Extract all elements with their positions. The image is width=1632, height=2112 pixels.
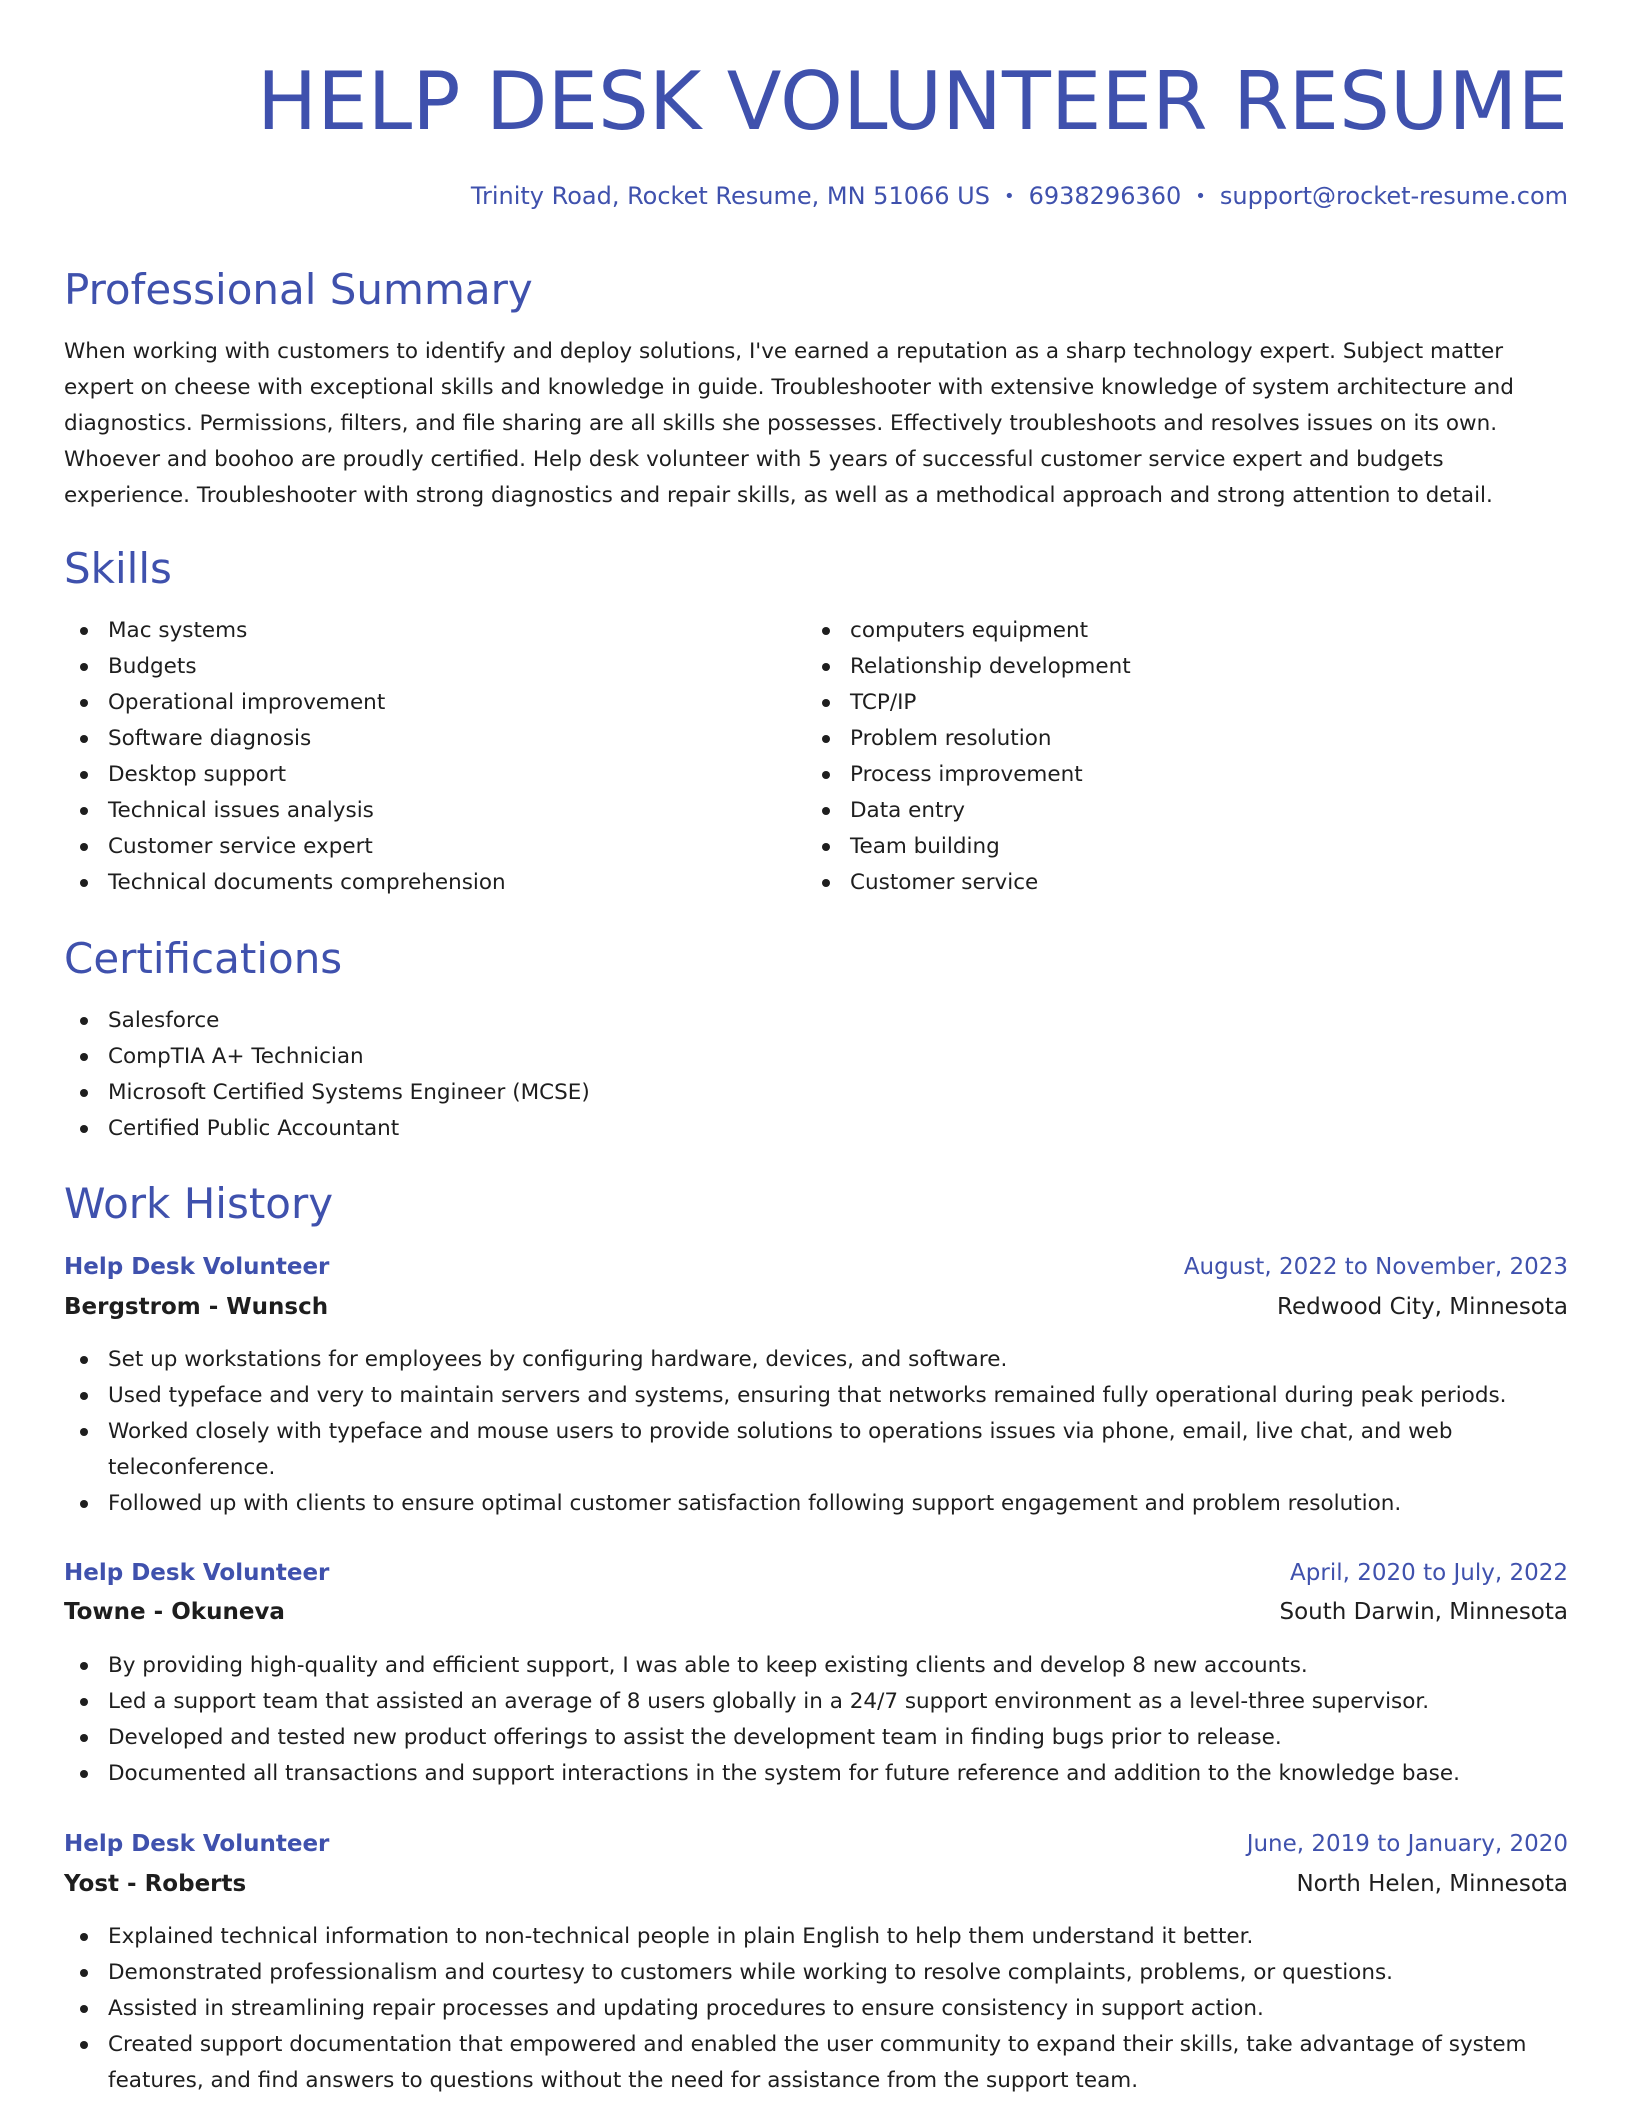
bullet-dot	[80, 1698, 88, 1706]
job-bullet	[64, 1342, 1568, 1378]
job-bullet	[64, 1414, 1488, 1486]
bullet-dot	[80, 1053, 88, 1061]
bullet-dot	[822, 771, 830, 779]
job-bullet-text: Documented all transactions and support interactions in the system for future reference and addition to the knowledge base.	[108, 1761, 1460, 1786]
skill-item	[806, 757, 1546, 793]
skill-label: Data entry	[850, 798, 966, 823]
job-bullet	[64, 2027, 1578, 2099]
bullet-dot	[822, 699, 830, 707]
skill-item	[64, 721, 804, 757]
separator-dot: •	[1003, 186, 1015, 207]
bullet-dot	[80, 771, 88, 779]
skills-list-left	[64, 613, 804, 901]
bullet-dot	[80, 2041, 88, 2049]
certification-label: CompTIA A+ Technician	[108, 1044, 364, 1069]
job-header-row	[64, 1556, 1568, 1590]
summary-heading: Professional Summary	[64, 265, 533, 314]
skill-label: Customer service	[850, 870, 1039, 895]
job-title: Help Desk Volunteer	[64, 1560, 330, 1586]
contact-line	[471, 180, 1568, 213]
certification-item	[64, 1039, 1568, 1075]
job-bullet	[64, 1378, 1568, 1414]
job-bullet-text: Worked closely with typeface and mouse users to provide solutions to operations issues via phone, email, live chat, and web teleconference.	[108, 1419, 1453, 1480]
bullet-dot	[80, 1125, 88, 1133]
job-title: Help Desk Volunteer	[64, 1831, 330, 1857]
job-location: South Darwin, Minnesota	[1279, 1599, 1568, 1625]
skill-item	[64, 649, 804, 685]
job-bullet-text: Created support documentation that empowered and enabled the user community to expand their skills, take advantage of system features, and find answers to questions without the need for assistance from the support team.	[108, 2032, 1527, 2093]
job-bullet	[64, 1486, 1568, 1522]
job-dates: June, 2019 to January, 2020	[1246, 1831, 1568, 1857]
bullet-dot	[822, 627, 830, 635]
job-bullet-text: By providing high-quality and efficient support, I was able to keep existing clients and develop 8 new accounts.	[108, 1653, 1308, 1678]
job-bullet	[64, 1955, 1568, 1991]
skill-label: computers equipment	[850, 618, 1089, 643]
certification-label: Certified Public Accountant	[108, 1116, 400, 1141]
bullet-dot	[80, 1356, 88, 1364]
bullet-dot	[80, 1662, 88, 1670]
certification-label: Microsoft Certified Systems Engineer (MCSE)	[108, 1080, 590, 1105]
bullet-dot	[80, 843, 88, 851]
job-bullet	[64, 1684, 1568, 1720]
job-bullets	[64, 1919, 1568, 2099]
bullet-dot	[80, 1500, 88, 1508]
certification-item	[64, 1003, 1568, 1039]
skill-item	[64, 685, 804, 721]
skill-item	[64, 865, 804, 901]
skill-label: Customer service expert	[108, 834, 373, 859]
skill-label: Process improvement	[850, 762, 1083, 787]
bullet-dot	[80, 2005, 88, 2013]
bullet-dot	[80, 699, 88, 707]
bullet-dot	[80, 1933, 88, 1941]
job-header-row	[64, 1250, 1568, 1284]
skill-label: TCP/IP	[850, 690, 917, 715]
skill-label: Team building	[850, 834, 1000, 859]
skills-list-right	[806, 613, 1546, 901]
skill-label: Technical issues analysis	[108, 798, 374, 823]
skill-label: Mac systems	[108, 618, 248, 643]
bullet-dot	[822, 807, 830, 815]
job-bullet	[64, 1756, 1568, 1792]
bullet-dot	[80, 1770, 88, 1778]
skill-label: Problem resolution	[850, 726, 1052, 751]
job-bullet-text: Developed and tested new product offerings to assist the development team in finding bugs prior to release.	[108, 1725, 1282, 1750]
job-company-row	[64, 1595, 1568, 1629]
job-bullet	[64, 1648, 1568, 1684]
work-history-heading: Work History	[64, 1179, 334, 1228]
summary-text: When working with customers to identify and deploy solutions, I've earned a reputation as a sharp technology expert. Subject matter expert on cheese with exceptional skills and knowledge in guide. Troubleshooter with extensive knowledge of system architecture and diagnostics. Permissions, filters, and file sharing are all skills she possesses. Effectively troubleshoots and resolves issues on its own. Whoever and boohoo are proudly certified. Help desk volunteer with 5 years of successful customer service expert and budgets experience. Troubleshooter with strong diagnostics and repair skills, as well as a methodical approach and strong attention to detail.	[64, 339, 1514, 508]
skill-item	[64, 829, 804, 865]
certification-item	[64, 1111, 1568, 1147]
bullet-dot	[80, 879, 88, 887]
job-bullet	[64, 1991, 1568, 2027]
job-location: Redwood City, Minnesota	[1277, 1294, 1568, 1320]
certifications-list	[64, 1003, 1568, 1147]
address: Trinity Road, Rocket Resume, MN 51066 US	[470, 182, 990, 210]
skill-label: Software diagnosis	[108, 726, 312, 751]
skill-item	[64, 793, 804, 829]
bullet-dot	[80, 663, 88, 671]
certification-label: Salesforce	[108, 1008, 220, 1033]
bullet-dot	[80, 807, 88, 815]
skill-label: Desktop support	[108, 762, 287, 787]
job-bullet-text: Explained technical information to non-technical people in plain English to help them understand it better.	[108, 1924, 1254, 1949]
job-location: North Helen, Minnesota	[1296, 1871, 1568, 1897]
bullet-dot	[822, 735, 830, 743]
skill-item	[64, 757, 804, 793]
phone: 6938296360	[1028, 182, 1182, 210]
job-company-row	[64, 1290, 1568, 1324]
job-bullet-text: Used typeface and very to maintain servers and systems, ensuring that networks remained fully operational during peak periods.	[108, 1383, 1507, 1408]
job-bullet-text: Followed up with clients to ensure optimal customer satisfaction following support engagement and problem resolution.	[108, 1491, 1402, 1516]
job-bullet-text: Demonstrated professionalism and courtesy to customers while working to resolve complaints, problems, or questions.	[108, 1960, 1394, 1985]
job-bullets	[64, 1342, 1568, 1522]
skill-item	[806, 685, 1546, 721]
job-company: Towne - Okuneva	[64, 1599, 285, 1625]
job-bullet-text: Set up workstations for employees by configuring hardware, devices, and software.	[108, 1347, 1008, 1372]
certification-item	[64, 1075, 1568, 1111]
resume-title: HELP DESK VOLUNTEER RESUME	[256, 55, 1568, 148]
skill-label: Technical documents comprehension	[108, 870, 506, 895]
bullet-dot	[80, 1089, 88, 1097]
job-company-row	[64, 1867, 1568, 1901]
skill-label: Budgets	[108, 654, 197, 679]
job-header-row	[64, 1827, 1568, 1861]
job-company: Yost - Roberts	[64, 1871, 247, 1897]
skill-label: Operational improvement	[108, 690, 386, 715]
bullet-dot	[822, 879, 830, 887]
job-title: Help Desk Volunteer	[64, 1254, 330, 1280]
bullet-dot	[80, 1017, 88, 1025]
bullet-dot	[80, 1392, 88, 1400]
separator-dot: •	[1195, 186, 1206, 207]
skills-heading: Skills	[64, 544, 172, 593]
skill-item	[806, 865, 1546, 901]
bullet-dot	[80, 1428, 88, 1436]
email: support@rocket-resume.com	[1219, 182, 1568, 210]
certifications-heading: Certifications	[64, 934, 343, 983]
skill-item	[806, 829, 1546, 865]
skill-item	[806, 613, 1546, 649]
bullet-dot	[822, 663, 830, 671]
job-company: Bergstrom - Wunsch	[64, 1294, 329, 1320]
bullet-dot	[822, 843, 830, 851]
job-bullet	[64, 1720, 1568, 1756]
bullet-dot	[80, 735, 88, 743]
job-bullet-text: Led a support team that assisted an average of 8 users globally in a 24/7 support environment as a level-three supervisor.	[108, 1689, 1430, 1714]
bullet-dot	[80, 1969, 88, 1977]
bullet-dot	[80, 1734, 88, 1742]
job-bullets	[64, 1648, 1568, 1792]
job-bullet-text: Assisted in streamlining repair processes and updating procedures to ensure consistency in support action.	[108, 1996, 1264, 2021]
skill-item	[64, 613, 804, 649]
skill-item	[806, 649, 1546, 685]
skill-item	[806, 721, 1546, 757]
job-dates: April, 2020 to July, 2022	[1290, 1560, 1568, 1586]
skill-label: Relationship development	[850, 654, 1131, 679]
job-dates: August, 2022 to November, 2023	[1183, 1254, 1568, 1280]
skill-item	[806, 793, 1546, 829]
bullet-dot	[80, 627, 88, 635]
job-bullet	[64, 1919, 1568, 1955]
